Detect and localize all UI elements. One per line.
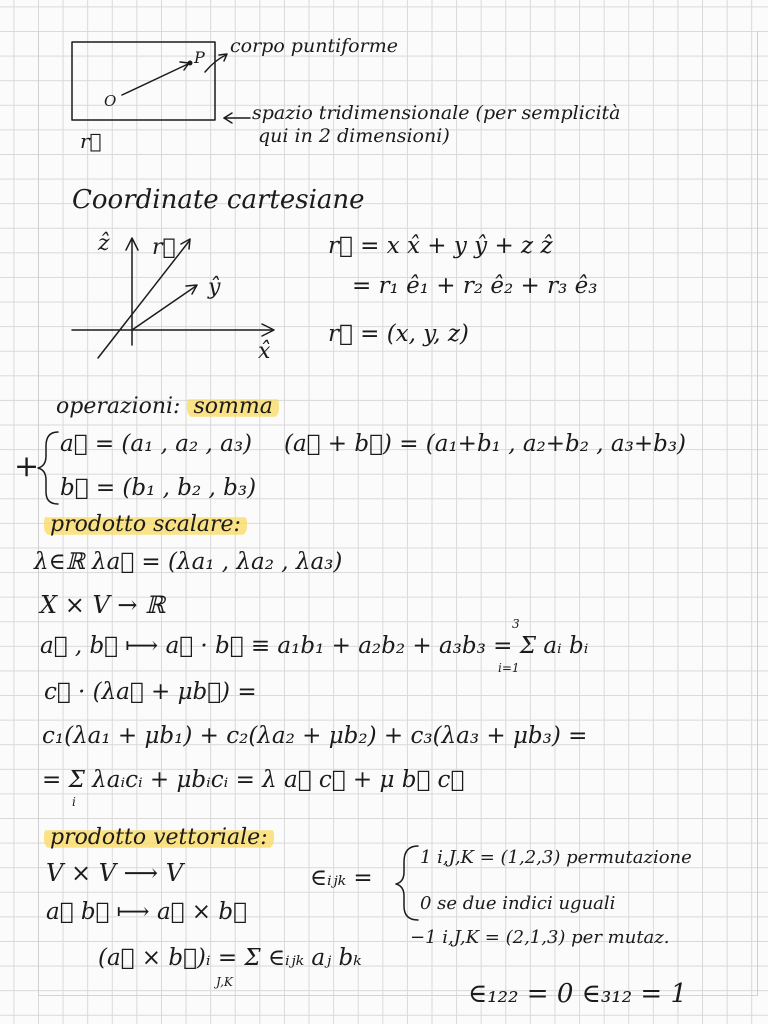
scalar-product-def: a⃗ , b⃗ ⟼ a⃗ · b⃗ ≡ a₁b₁ + a₂b₂ + a₃b₃ = Σ aᵢ bᵢ	[40, 633, 589, 659]
vector-product-def: a⃗ b⃗ ⟼ a⃗ × b⃗	[46, 899, 247, 925]
axis-x-label: x̂	[258, 339, 271, 364]
plus-sign: +	[14, 449, 40, 484]
eq-components: r⃗ = x x̂ + y ŷ + z ẑ	[328, 233, 553, 259]
scalar-heading: prodotto scalare:	[44, 513, 247, 537]
scalar-multiplication: λ∈ℝ λa⃗ = (λa₁ , λa₂ , λa₃)	[34, 549, 343, 575]
vector-map: V × V ⟶ V	[46, 859, 184, 887]
vector-component: (a⃗ × b⃗)ᵢ = Σ ∈ᵢⱼₖ aⱼ bₖ	[98, 945, 362, 971]
origin-label: O	[104, 92, 117, 110]
axis-z-label: ẑ	[98, 231, 110, 256]
sum-index-i: i	[72, 795, 76, 809]
levi-civita-case-even: 1 i,J,K = (1,2,3) permutazione	[420, 847, 692, 868]
levi-civita-case-zero: 0 se due indici uguali	[420, 893, 616, 914]
eq-tuple: r⃗ = (x, y, z)	[328, 321, 469, 347]
point-label: P	[194, 48, 205, 67]
vector-r-label: r⃗	[152, 235, 176, 260]
levi-civita-example: ∈₁₂₂ = 0 ∈₃₁₂ = 1	[468, 979, 688, 1009]
levi-civita-lhs: ∈ᵢⱼₖ =	[310, 865, 373, 891]
operations-prefix: operazioni:	[56, 394, 181, 419]
sum-lower-limit: i=1	[498, 661, 520, 675]
space-note-line1: spazio tridimensionale (per semplicità	[252, 102, 621, 124]
linearity-expansion: c₁(λa₁ + μb₁) + c₂(λa₂ + μb₂) + c₃(λa₃ + μb₃) =	[42, 723, 588, 749]
cartesian-title: Coordinate cartesiane	[72, 185, 365, 215]
sum-def: (a⃗ + b⃗) = (a₁+b₁ , a₂+b₂ , a₃+b₃)	[284, 431, 687, 457]
position-vector-label: r⃗	[80, 129, 102, 153]
eq-basis: = r₁ ê₁ + r₂ ê₂ + r₃ ê₃	[352, 273, 598, 299]
vector-b-def: b⃗ = (b₁ , b₂ , b₃)	[60, 475, 257, 501]
space-note-line2: qui in 2 dimensioni)	[258, 125, 450, 147]
scalar-map: X × V → ℝ	[40, 591, 166, 619]
sum-heading: somma	[187, 394, 278, 419]
linearity-result: = Σ λaᵢcᵢ + μbᵢcᵢ = λ a⃗ c⃗ + μ b⃗ c⃗	[42, 767, 465, 793]
vector-a-def: a⃗ = (a₁ , a₂ , a₃)	[60, 431, 253, 457]
linearity-lhs: c⃗ · (λa⃗ + μb⃗) =	[44, 679, 257, 705]
levi-civita-case-odd: −1 i,J,K = (2,1,3) per mutaz.	[410, 927, 670, 948]
sum-upper-limit: 3	[512, 617, 520, 631]
body-note: corpo puntiforme	[230, 35, 398, 57]
vector-heading: prodotto vettoriale:	[44, 826, 274, 850]
sum-index-jk: J,K	[216, 975, 233, 989]
axis-y-label: ŷ	[208, 275, 221, 300]
